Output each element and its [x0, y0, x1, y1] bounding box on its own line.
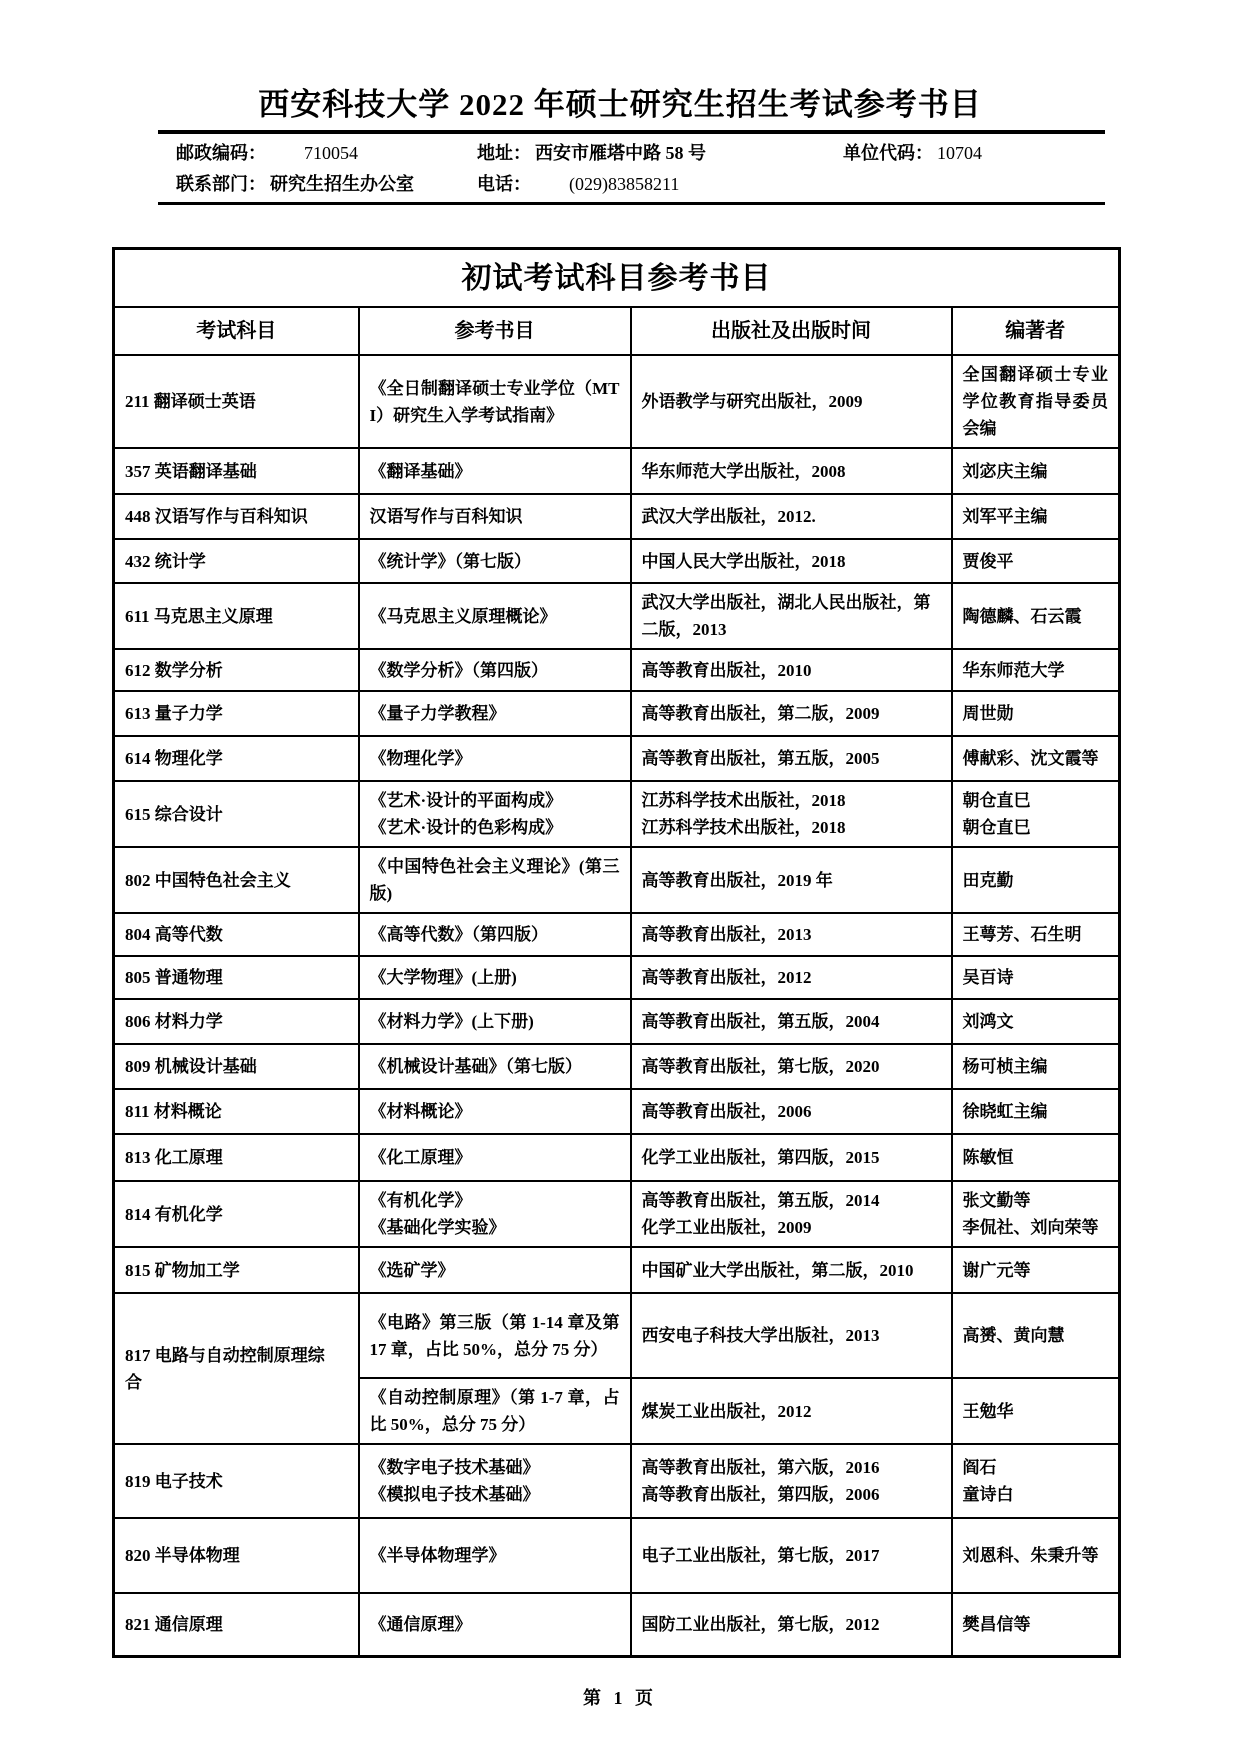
exam-subject-cell: 815 矿物加工学 [114, 1247, 359, 1293]
exam-subject-cell: 814 有机化学 [114, 1181, 359, 1247]
publisher-date-cell-line: 中国矿业大学出版社，第二版，2010 [641, 1260, 914, 1280]
publisher-date-cell-line: 高等教育出版社，第五版，2014 [641, 1191, 880, 1210]
publisher-date-cell [631, 355, 952, 448]
exam-subject-cell: 817 电路与自动控制原理综合 [114, 1293, 359, 1444]
exam-subject-cell: 611 马克思主义原理 [114, 583, 359, 649]
reference-book-cell [359, 494, 631, 539]
publisher-date-cell [631, 448, 952, 494]
exam-subject-cell: 612 数学分析 [114, 649, 359, 691]
postal-code [176, 138, 477, 169]
exam-subject-cell: 432 统计学 [114, 539, 359, 583]
publisher-date-cell [631, 691, 952, 736]
exam-subject-cell: 614 物理化学 [114, 736, 359, 781]
reference-book-cell [359, 736, 631, 781]
reference-book-cell-line: 《数字电子技术基础》 [369, 1458, 540, 1477]
publisher-date-cell [631, 1593, 952, 1656]
reference-book-cell-line: 《化工原理》 [369, 1148, 472, 1167]
reference-book-cell [359, 583, 631, 649]
table-row [114, 1247, 1120, 1293]
publisher-date-cell-line: 煤炭工业出版社，2012 [641, 1401, 812, 1421]
author-cell [952, 1593, 1120, 1656]
reference-book-cell-line: 《全日制翻译硕士专业学位（MTI）研究生入学考试指南》 [369, 378, 620, 425]
author-cell-line: 李侃社、刘向荣等 [962, 1218, 1099, 1237]
author-cell [952, 1089, 1120, 1134]
reference-book-cell [359, 539, 631, 583]
author-cell-line: 傅献彩、沈文霞等 [962, 749, 1099, 768]
table-row [114, 691, 1120, 736]
exam-subject-cell: 357 英语翻译基础 [114, 448, 359, 494]
publisher-date-cell-line: 化学工业出版社，2009 [641, 1218, 812, 1237]
reference-book-cell [359, 649, 631, 691]
publisher-date-cell [631, 956, 952, 999]
page-number: 第 1 页 [583, 1687, 657, 1708]
book-table-body [114, 355, 1120, 1656]
publisher-date-cell-line: 高等教育出版社，2013 [641, 925, 812, 944]
reference-book-cell-line: 《大学物理》(上册) [369, 968, 517, 987]
table-row [114, 1181, 1120, 1247]
col-header-exam-subject: 考试科目 [114, 307, 359, 355]
table-row [114, 1089, 1120, 1134]
author-cell-line: 朝仓直巳 [962, 818, 1031, 837]
table-row [114, 1293, 1120, 1378]
author-cell [952, 1518, 1120, 1593]
reference-book-cell [359, 1593, 631, 1656]
exam-subject-cell: 809 机械设计基础 [114, 1044, 359, 1089]
publisher-date-cell-line: 中国人民大学出版社，2018 [641, 551, 846, 571]
author-cell [952, 649, 1120, 691]
table-row [114, 583, 1120, 649]
reference-book-cell-line: 《自动控制原理》（第 1-7 章，占比 50%，总分 75 分） [369, 1388, 620, 1434]
reference-book-cell-line: 《模拟电子技术基础》 [369, 1485, 540, 1504]
reference-book-cell [359, 691, 631, 736]
author-cell-line: 童诗白 [962, 1485, 1014, 1504]
author-cell [952, 956, 1120, 999]
address-label: 地址： [477, 143, 531, 163]
reference-book-cell [359, 448, 631, 494]
publisher-date-cell-line: 西安电子科技大学出版社，2013 [641, 1326, 880, 1345]
author-cell [952, 781, 1120, 847]
reference-book-cell-line: 《翻译基础》 [369, 461, 472, 481]
reference-book-cell-line: 《量子力学教程》 [369, 704, 506, 723]
reference-book-cell [359, 781, 631, 847]
contact-department-value: 研究生招生办公室 [270, 174, 414, 194]
publisher-date-cell-line: 武汉大学出版社，湖北人民出版社，第二版，2013 [641, 593, 931, 639]
reference-book-cell [359, 1044, 631, 1089]
reference-book-cell-line: 《通信原理》 [369, 1614, 472, 1634]
author-cell-line: 徐晓虹主编 [962, 1102, 1048, 1121]
col-header-author: 编著者 [952, 307, 1120, 355]
col-header-publisher-date: 出版社及出版时间 [631, 307, 952, 355]
reference-book-cell [359, 1181, 631, 1247]
author-cell [952, 1293, 1120, 1378]
address [477, 138, 843, 169]
publisher-date-cell [631, 999, 952, 1044]
address-value: 西安市雁塔中路 58 号 [535, 143, 706, 163]
publisher-date-cell [631, 583, 952, 649]
publisher-date-cell-line: 高等教育出版社，2012 [641, 968, 812, 987]
title-divider [158, 130, 1105, 134]
contact-info-block [176, 138, 1240, 200]
table-title-row [114, 249, 1120, 308]
author-cell-line: 贾俊平 [962, 551, 1014, 571]
author-cell [952, 494, 1120, 539]
table-row [114, 1134, 1120, 1181]
publisher-date-cell-line: 高等教育出版社，第四版，2006 [641, 1485, 880, 1504]
phone-value: (029)83858211 [569, 174, 680, 194]
table-row [114, 999, 1120, 1044]
publisher-date-cell [631, 1134, 952, 1181]
author-cell-line: 张文勤等 [962, 1191, 1031, 1210]
exam-subject-cell: 811 材料概论 [114, 1089, 359, 1134]
table-row [114, 539, 1120, 583]
table-row [114, 736, 1120, 781]
author-cell-line: 周世勋 [962, 704, 1014, 723]
reference-book-cell [359, 1134, 631, 1181]
reference-book-cell-line: 《艺术·设计的色彩构成》 [369, 818, 563, 837]
reference-book-cell-line: 《马克思主义原理概论》 [369, 606, 557, 626]
author-cell-line: 樊昌信等 [962, 1614, 1031, 1634]
reference-book-cell [359, 1444, 631, 1518]
author-cell [952, 448, 1120, 494]
reference-book-cell-line: 《中国特色社会主义理论》(第三版) [369, 857, 620, 903]
contact-row-1 [176, 138, 1240, 169]
table-row [114, 956, 1120, 999]
author-cell [952, 847, 1120, 913]
author-cell [952, 1247, 1120, 1293]
author-cell [952, 583, 1120, 649]
postal-code-value: 710054 [304, 143, 358, 163]
publisher-date-cell [631, 1044, 952, 1089]
publisher-date-cell [631, 494, 952, 539]
publisher-date-cell-line: 高等教育出版社，2010 [641, 660, 812, 680]
publisher-date-cell-line: 江苏科学技术出版社，2018 [641, 818, 846, 837]
exam-subject-cell: 211 翻译硕士英语 [114, 355, 359, 448]
table-row [114, 781, 1120, 847]
author-cell [952, 355, 1120, 448]
author-cell [952, 736, 1120, 781]
reference-book-cell-line: 《电路》第三版（第 1-14 章及第 17 章，占比 50%，总分 75 分） [369, 1312, 620, 1359]
table-row [114, 847, 1120, 913]
reference-book-cell [359, 1247, 631, 1293]
publisher-date-cell [631, 1378, 952, 1444]
author-cell-line: 刘恩科、朱秉升等 [962, 1546, 1099, 1565]
col-header-reference-books: 参考书目 [359, 307, 631, 355]
author-cell [952, 1134, 1120, 1181]
contact-divider [158, 202, 1105, 205]
table-row [114, 1444, 1120, 1518]
publisher-date-cell-line: 华东师范大学出版社，2008 [641, 461, 846, 481]
publisher-date-cell [631, 1293, 952, 1378]
reference-book-cell-line: 《物理化学》 [369, 749, 472, 768]
publisher-date-cell-line: 江苏科学技术出版社，2018 [641, 791, 846, 810]
publisher-date-cell [631, 847, 952, 913]
reference-book-cell-line: 《数学分析》（第四版） [369, 660, 548, 680]
reference-book-cell-line: 《材料概论》 [369, 1102, 472, 1121]
table-row [114, 494, 1120, 539]
author-cell-line: 陶德麟、石云霞 [962, 606, 1082, 626]
author-cell [952, 691, 1120, 736]
exam-subject-cell: 613 量子力学 [114, 691, 359, 736]
unit-code [843, 138, 982, 169]
reference-book-cell [359, 913, 631, 956]
unit-code-label: 单位代码： [843, 143, 933, 163]
publisher-date-cell-line: 高等教育出版社，第五版，2004 [641, 1012, 880, 1031]
exam-subject-cell: 820 半导体物理 [114, 1518, 359, 1593]
reference-book-cell [359, 1518, 631, 1593]
exam-subject-cell: 448 汉语写作与百科知识 [114, 494, 359, 539]
publisher-date-cell [631, 1518, 952, 1593]
author-cell [952, 1378, 1120, 1444]
reference-book-cell [359, 956, 631, 999]
reference-book-cell [359, 999, 631, 1044]
phone [477, 169, 843, 200]
exam-subject-cell: 615 综合设计 [114, 781, 359, 847]
publisher-date-cell-line: 武汉大学出版社，2012. [641, 507, 816, 526]
unit-code-value: 10704 [937, 143, 982, 163]
author-cell [952, 1444, 1120, 1518]
reference-book-cell-line: 《有机化学》 [369, 1191, 472, 1210]
publisher-date-cell [631, 1247, 952, 1293]
table-row [114, 1593, 1120, 1656]
author-cell-line: 刘宓庆主编 [962, 461, 1048, 481]
publisher-date-cell [631, 781, 952, 847]
reference-book-cell-line: 汉语写作与百科知识 [369, 507, 523, 526]
author-cell-line: 王勉华 [962, 1401, 1014, 1421]
publisher-date-cell-line: 高等教育出版社，第二版，2009 [641, 704, 880, 723]
author-cell-line: 朝仓直巳 [962, 791, 1031, 810]
postal-code-label: 邮政编码： [176, 143, 266, 163]
exam-subject-cell: 804 高等代数 [114, 913, 359, 956]
publisher-date-cell-line: 化学工业出版社，第四版，2015 [641, 1148, 880, 1167]
reference-book-cell-line: 《基础化学实验》 [369, 1218, 506, 1237]
publisher-date-cell-line: 国防工业出版社，第七版，2012 [641, 1614, 880, 1634]
reference-book-cell [359, 847, 631, 913]
publisher-date-cell-line: 外语教学与研究出版社，2009 [641, 392, 863, 411]
contact-row-2 [176, 169, 1240, 200]
publisher-date-cell-line: 高等教育出版社，第六版，2016 [641, 1458, 880, 1477]
publisher-date-cell [631, 913, 952, 956]
table-row [114, 355, 1120, 448]
table-header-row [114, 307, 1120, 355]
author-cell [952, 539, 1120, 583]
table-row [114, 1044, 1120, 1089]
publisher-date-cell-line: 高等教育出版社，第七版，2020 [641, 1057, 880, 1076]
author-cell-line: 陈敏恒 [962, 1148, 1014, 1167]
author-cell-line: 高赟、黄向慧 [962, 1326, 1065, 1345]
author-cell-line: 田克勤 [962, 870, 1014, 890]
publisher-date-cell [631, 1181, 952, 1247]
author-cell [952, 1181, 1120, 1247]
publisher-date-cell [631, 1089, 952, 1134]
author-cell-line: 刘军平主编 [962, 507, 1048, 526]
reference-book-cell-line: 《半导体物理学》 [369, 1546, 506, 1565]
reference-book-cell-line: 《选矿学》 [369, 1260, 455, 1280]
author-cell [952, 1044, 1120, 1089]
phone-label: 电话： [477, 174, 531, 194]
table-row [114, 1518, 1120, 1593]
reference-book-cell [359, 355, 631, 448]
publisher-date-cell-line: 高等教育出版社，第五版，2005 [641, 749, 880, 768]
table-row [114, 448, 1120, 494]
author-cell-line: 吴百诗 [962, 968, 1014, 987]
publisher-date-cell [631, 736, 952, 781]
exam-subject-cell: 805 普通物理 [114, 956, 359, 999]
author-cell-line: 谢广元等 [962, 1260, 1031, 1280]
exam-subject-cell: 813 化工原理 [114, 1134, 359, 1181]
table-row [114, 649, 1120, 691]
reference-book-cell-line: 《机械设计基础》（第七版） [369, 1057, 582, 1076]
reference-book-cell-line: 《材料力学》(上下册) [369, 1012, 534, 1031]
document-title: 西安科技大学 2022 年硕士研究生招生考试参考书目 [258, 87, 982, 122]
exam-subject-cell: 819 电子技术 [114, 1444, 359, 1518]
table-row [114, 913, 1120, 956]
reference-book-table [112, 247, 1121, 1658]
author-cell-line: 全国翻译硕士专业学位教育指导委员会编 [962, 365, 1108, 438]
author-cell-line: 刘鸿文 [962, 1012, 1014, 1031]
publisher-date-cell [631, 539, 952, 583]
reference-book-cell-line: 《统计学》（第七版） [369, 551, 531, 571]
reference-book-cell [359, 1089, 631, 1134]
author-cell-line: 杨可桢主编 [962, 1057, 1048, 1076]
author-cell-line: 王萼芳、石生明 [962, 925, 1082, 944]
exam-subject-cell: 802 中国特色社会主义 [114, 847, 359, 913]
exam-subject-cell: 821 通信原理 [114, 1593, 359, 1656]
publisher-date-cell-line: 高等教育出版社，2006 [641, 1102, 812, 1121]
author-cell-line: 阎石 [962, 1458, 997, 1477]
reference-book-cell [359, 1293, 631, 1378]
author-cell [952, 999, 1120, 1044]
author-cell [952, 913, 1120, 956]
publisher-date-cell [631, 1444, 952, 1518]
reference-book-cell [359, 1378, 631, 1444]
reference-book-cell-line: 《艺术·设计的平面构成》 [369, 791, 563, 810]
table-title: 初试考试科目参考书目 [114, 249, 1120, 308]
author-cell-line: 华东师范大学 [962, 660, 1065, 680]
contact-department [176, 169, 477, 200]
publisher-date-cell-line: 电子工业出版社，第七版，2017 [641, 1546, 880, 1565]
exam-subject-cell: 806 材料力学 [114, 999, 359, 1044]
contact-department-label: 联系部门： [176, 174, 266, 194]
publisher-date-cell-line: 高等教育出版社，2019 年 [641, 870, 833, 890]
publisher-date-cell [631, 649, 952, 691]
reference-book-cell-line: 《高等代数》（第四版） [369, 925, 548, 944]
